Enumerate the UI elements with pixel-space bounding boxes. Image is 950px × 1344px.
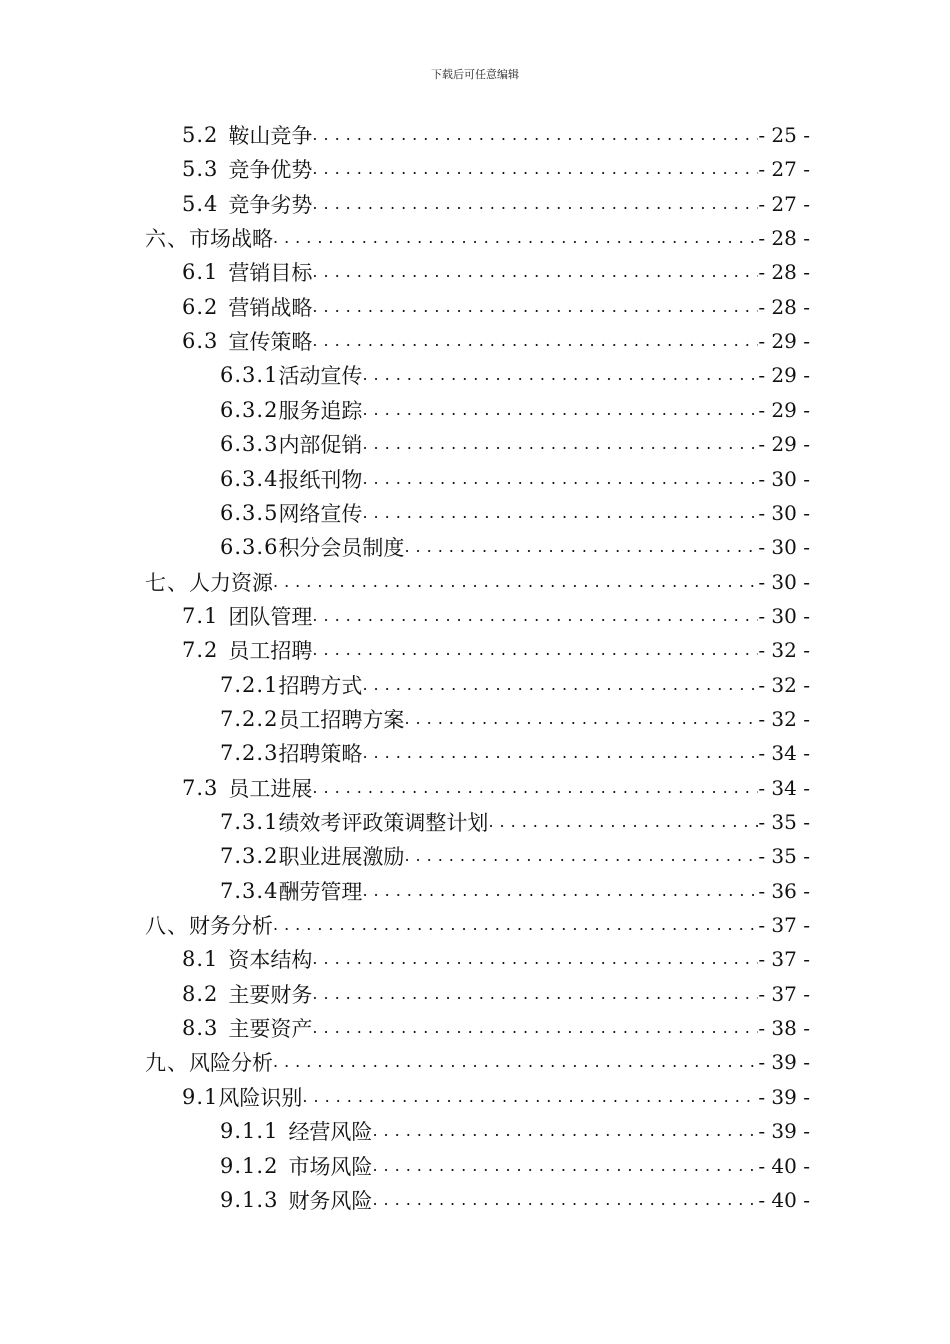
toc-entry-page: - 30 - [758,500,810,525]
dot-leader [362,874,758,908]
toc-entry-number: 9.1.2 [220,1153,279,1178]
toc-entry-page: - 32 - [758,638,810,663]
toc-entry[interactable] [220,668,810,702]
toc-entry-page: - 30 - [758,569,810,594]
toc-entry-number: 6.3.5 [220,500,279,525]
dot-leader [312,187,758,221]
dot-leader [312,942,758,976]
dot-leader [312,118,758,152]
toc-entry-title: 经营风险 [288,1120,373,1145]
toc-entry-number: 六、 [145,227,189,252]
toc-entry-page: - 37 - [758,981,810,1006]
toc-entry-page: - 39 - [758,1050,810,1075]
toc-entry-page: - 29 - [758,432,810,457]
toc-entry[interactable] [182,977,810,1011]
dot-leader [273,1045,758,1079]
toc-entry-page: - 34 - [758,775,810,800]
toc-entry-title: 市场风险 [288,1154,373,1179]
toc-entry-number: 6.1 [182,260,219,285]
toc-entry-page: - 29 - [758,397,810,422]
dot-leader [488,805,758,839]
toc-entry[interactable] [182,255,810,289]
toc-entry[interactable] [220,530,810,564]
toc-entry-page: - 28 - [758,260,810,285]
toc-entry-number: 5.4 [182,191,219,216]
toc-entry-page: - 37 - [758,947,810,972]
dot-leader [372,1149,758,1183]
toc-entry-title: 营销目标 [228,261,313,286]
dot-leader [362,393,758,427]
toc-entry[interactable] [220,1114,810,1148]
toc-entry[interactable] [220,427,810,461]
toc-entry-title: 风险识别 [218,1085,303,1110]
toc-entry-number: 9.1.1 [220,1119,279,1144]
toc-entry-page: - 37 - [758,913,810,938]
toc-entry-page: - 27 - [758,157,810,182]
toc-entry-title: 积分会员制度 [278,536,405,561]
toc-entry-page: - 35 - [758,810,810,834]
toc-entry-page: - 25 - [758,123,810,147]
toc-entry[interactable] [182,771,810,805]
toc-entry-number: 7.3.2 [220,844,279,869]
toc-entry-number: 6.3.6 [220,535,279,560]
toc-entry-title: 营销战略 [228,295,313,320]
toc-entry-page: - 35 - [758,844,810,869]
dot-leader [312,1011,758,1045]
dot-leader [312,324,758,358]
toc-entry-page: - 40 - [758,1187,810,1212]
dot-leader [404,530,758,564]
toc-entry-title: 竞争优势 [228,158,313,183]
toc-entry-title: 财务风险 [288,1188,373,1213]
toc-entry[interactable] [182,1080,810,1114]
toc-entry[interactable] [220,358,810,392]
toc-entry-number: 6.3.2 [220,397,279,422]
toc-entry-title: 鞍山竞争 [228,124,313,148]
toc-entry[interactable] [145,908,810,942]
toc-entry-number: 九、 [145,1051,189,1076]
toc-entry-page: - 28 - [758,294,810,319]
dot-leader [312,290,758,324]
toc-entry-title: 市场战略 [189,227,273,252]
toc-entry-title: 主要资产 [228,1017,313,1042]
toc-entry[interactable] [220,736,810,770]
toc-entry-number: 7.2.2 [220,706,279,731]
toc-entry-page: - 28 - [758,226,810,251]
toc-entry-number: 5.3 [182,157,219,182]
toc-entry-title: 财务分析 [189,914,273,939]
dot-leader [312,599,758,633]
toc-entry-title: 主要财务 [228,982,313,1007]
toc-entry-number: 6.3.3 [220,432,279,457]
dot-leader [362,358,758,392]
toc-entry-page: - 34 - [758,741,810,766]
toc-entry-number: 7.1 [182,603,219,628]
toc-entry[interactable] [145,221,810,255]
toc-entry-title: 风险分析 [189,1051,273,1076]
toc-entry[interactable] [182,152,810,186]
toc-entry-page: - 32 - [758,706,810,731]
toc-entry-number: 7.2.3 [220,741,279,766]
toc-entry-title: 酬劳管理 [278,879,363,904]
toc-entry[interactable] [182,1011,810,1045]
toc-entry[interactable] [182,290,810,324]
dot-leader [404,839,758,873]
toc-entry-title: 宣传策略 [228,330,313,355]
toc-entry-number: 7.3.4 [220,878,279,903]
dot-leader [312,255,758,289]
toc-entry-title: 服务追踪 [278,398,363,423]
toc-entry-number: 7.2 [182,638,219,663]
toc-entry-number: 9.1.3 [220,1187,279,1212]
dot-leader [273,565,758,599]
toc-entry-page: - 36 - [758,878,810,903]
dot-leader [312,771,758,805]
toc-entry-page: - 30 - [758,603,810,628]
toc-entry[interactable] [182,324,810,358]
toc-entry-number: 9.1 [182,1084,219,1109]
dot-leader [362,496,758,530]
toc-entry[interactable] [182,942,810,976]
toc-entry[interactable] [220,1183,810,1217]
toc-entry[interactable] [182,118,810,152]
toc-entry-title: 员工招聘 [228,639,313,664]
dot-leader [273,221,758,255]
dot-leader [372,1114,758,1148]
toc-entry-number: 八、 [145,914,189,939]
toc-entry-title: 报纸刊物 [278,467,363,492]
toc-entry-page: - 39 - [758,1084,810,1109]
toc-entry[interactable] [145,1045,810,1079]
toc-entry-page: - 32 - [758,672,810,697]
toc-entry[interactable] [220,462,810,496]
toc-entry-title: 活动宣传 [278,364,363,389]
toc-entry-number: 七、 [145,570,189,595]
toc-entry-page: - 40 - [758,1153,810,1178]
dot-leader [312,977,758,1011]
toc-entry-title: 绩效考评政策调整计划 [278,811,489,835]
toc-entry-title: 员工进展 [228,776,313,801]
toc-entry[interactable] [220,839,810,873]
toc-entry-title: 招聘策略 [278,742,363,767]
toc-entry[interactable] [220,393,810,427]
toc-entry-number: 8.1 [182,947,219,972]
toc-entry-title: 职业进展激励 [278,845,405,870]
toc-entry[interactable] [220,496,810,530]
page-header: 下载后可任意编辑 [431,68,519,81]
dot-leader [312,633,758,667]
toc-entry-title: 招聘方式 [278,673,363,698]
toc-entry-title: 团队管理 [228,604,313,629]
dot-leader [404,702,758,736]
toc-entry-number: 7.3 [182,775,219,800]
toc-entry-title: 内部促销 [278,433,363,458]
toc-entry-title: 网络宣传 [278,501,363,526]
toc-entry-page: - 30 - [758,535,810,560]
toc-entry-number: 8.2 [182,981,219,1006]
dot-leader [362,462,758,496]
toc-entry-number: 5.2 [182,123,219,147]
toc-entry-page: - 39 - [758,1119,810,1144]
dot-leader [362,668,758,702]
dot-leader [312,152,758,186]
toc-entry[interactable] [182,599,810,633]
toc-entry-number: 7.3.1 [220,810,279,834]
toc-entry-number: 6.3.4 [220,466,279,491]
toc-entry-number: 6.3 [182,329,219,354]
toc-entry[interactable] [145,565,810,599]
dot-leader [302,1080,758,1114]
toc-entry-title: 竞争劣势 [228,192,313,217]
toc-entry[interactable] [220,702,810,736]
toc-entry[interactable] [182,633,810,667]
toc-entry-page: - 27 - [758,191,810,216]
toc-entry-page: - 29 - [758,329,810,354]
toc-entry[interactable] [220,1149,810,1183]
toc-entry-number: 8.3 [182,1016,219,1041]
dot-leader [362,736,758,770]
toc-entry-page: - 38 - [758,1016,810,1041]
toc-entry[interactable] [220,805,810,839]
toc-entry-page: - 29 - [758,363,810,388]
toc-entry-title: 资本结构 [228,948,313,973]
toc-entry-page: - 30 - [758,466,810,491]
toc-entry-number: 6.2 [182,294,219,319]
toc-entry-title: 人力资源 [189,570,273,595]
toc-entry[interactable] [182,187,810,221]
dot-leader [273,908,758,942]
dot-leader [362,427,758,461]
toc-entry-number: 6.3.1 [220,363,279,388]
dot-leader [372,1183,758,1217]
toc-entry[interactable] [220,874,810,908]
toc-entry-number: 7.2.1 [220,672,279,697]
toc-entry-title: 员工招聘方案 [278,707,405,732]
